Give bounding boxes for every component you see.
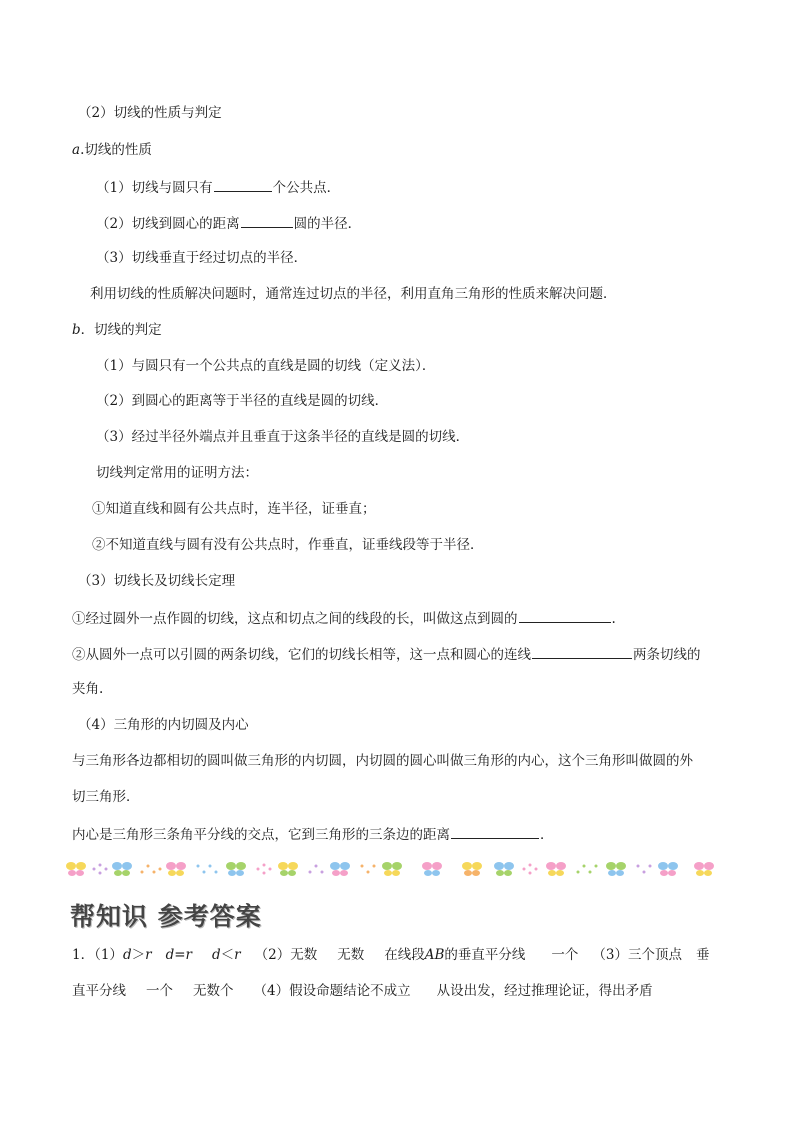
answer-3-b: 垂 xyxy=(695,947,710,963)
answer-4-a: （4）假设命题结论不成立 xyxy=(253,983,411,999)
answer-2-d: 的垂直平分线 xyxy=(444,947,526,963)
section4-paragraph-2 xyxy=(72,824,554,844)
var-r: r xyxy=(185,947,192,963)
section4-p2-pre: 内心是三角形三条角平分线的交点，它到三角形的三条边的距离 xyxy=(72,827,450,843)
butterfly-icon xyxy=(694,862,714,876)
butterfly-icon xyxy=(382,862,402,876)
butterfly-icon xyxy=(494,862,514,876)
section3-paragraph-2 xyxy=(72,644,701,664)
property-1 xyxy=(96,177,340,197)
fill-blank[interactable] xyxy=(241,213,293,228)
criterion-3: （3）经过半径外端点并且垂直于这条半径的直线是圆的切线． xyxy=(96,429,470,445)
answer-4-b: 从设出发，经过推理论证，得出矛盾 xyxy=(436,983,653,999)
dots-icon xyxy=(637,865,652,874)
section2-heading: （2）切线的性质与判定 xyxy=(78,105,222,121)
butterfly-icon xyxy=(422,862,442,876)
var-r: r xyxy=(145,947,152,963)
section3-heading: （3）切线长及切线长定理 xyxy=(78,573,236,589)
dots-icon xyxy=(361,865,376,874)
letter-a: a xyxy=(72,142,81,158)
section4-p2-post: ． xyxy=(540,827,554,843)
dots-icon xyxy=(141,865,162,874)
butterfly-icon xyxy=(278,862,298,876)
symbol-eq: = xyxy=(174,947,186,963)
butterfly-icon xyxy=(330,862,350,876)
answer-2-c: 在线段 xyxy=(384,947,425,963)
answer-3-d: 一个 xyxy=(146,983,173,999)
criterion-2: （2）到圆心的距离等于半径的直线是圆的切线． xyxy=(96,393,389,409)
method-1: ①知道直线和圆有公共点时，连半径，证垂直； xyxy=(92,501,376,517)
answer-2-b: 无数 xyxy=(337,947,365,963)
property-3: （3）切线垂直于经过切点的半径． xyxy=(96,250,308,266)
butterfly-icon xyxy=(606,862,626,876)
butterfly-icon xyxy=(166,862,186,876)
var-d: d xyxy=(165,947,175,963)
property-2-pre: （2）切线到圆心的距离 xyxy=(96,216,240,232)
butterfly-icon xyxy=(226,862,246,876)
subsection-a-text: .切线的性质 xyxy=(80,142,152,158)
answer-2-a: （2）无数 xyxy=(254,947,318,963)
section4-paragraph-1-cont: 切三角形． xyxy=(72,789,140,805)
fill-blank[interactable] xyxy=(519,608,611,623)
property-note: 利用切线的性质解决问题时，通常连过切点的半径，利用直角三角形的性质来解决问题． xyxy=(90,286,617,302)
dots-icon xyxy=(523,864,538,875)
butterfly-icon xyxy=(658,862,678,876)
butterfly-icon xyxy=(462,862,482,876)
method-2: ②不知道直线与圆有没有公共点时，作垂直，证垂线段等于半径． xyxy=(92,537,484,553)
letter-b: b xyxy=(72,322,81,338)
criterion-1: （1）与圆只有一个公共点的直线是圆的切线（定义法）． xyxy=(96,358,436,374)
answer-line-1 xyxy=(72,946,709,964)
section3-p2-pre: ②从圆外一点可以引圆的两条切线，它们的切线长相等，这一点和圆心的连线 xyxy=(72,647,531,663)
subsection-b-heading xyxy=(72,321,162,339)
answer-3-e: 无数个 xyxy=(193,983,234,999)
subsection-a-heading xyxy=(72,141,152,159)
symbol-lt: ＜ xyxy=(220,947,235,963)
dots-icon xyxy=(577,865,598,874)
answer-2-e: 一个 xyxy=(551,947,579,963)
butterfly-divider xyxy=(62,858,722,880)
answer-3-a: （3）三个顶点 xyxy=(592,947,682,963)
dots-icon xyxy=(309,865,324,874)
fill-blank[interactable] xyxy=(532,644,632,659)
subsection-b-text: ．切线的判定 xyxy=(80,322,162,338)
answer-1-label: 1．（1） xyxy=(72,947,123,963)
answer-line-2 xyxy=(72,982,653,1000)
butterfly-icon xyxy=(546,862,566,876)
segment-ab: AB xyxy=(424,947,445,963)
property-2-post: 圆的半径． xyxy=(293,216,362,232)
property-2 xyxy=(96,213,361,233)
methods-title: 切线判定常用的证明方法： xyxy=(96,465,258,481)
dots-icon xyxy=(93,864,108,875)
section3-p2-post: 两条切线的 xyxy=(633,647,701,663)
section4-paragraph-1: 与三角形各边都相切的圆叫做三角形的内切圆，内切圆的圆心叫做三角形的内心，这个三角形叫做圆的外 xyxy=(72,753,693,769)
section3-p1-pre: ①经过圆外一点作圆的切线，这点和切点之间的线段的长，叫做这点到圆的 xyxy=(72,611,518,627)
answer-3-c: 直平分线 xyxy=(72,983,126,999)
var-r: r xyxy=(234,947,241,963)
var-d: d xyxy=(122,947,132,963)
dots-icon xyxy=(197,865,218,874)
butterfly-icon xyxy=(66,862,86,876)
fill-blank[interactable] xyxy=(214,177,272,192)
var-d: d xyxy=(212,947,221,963)
section3-p1-post: . xyxy=(611,611,616,627)
property-1-pre: （1）切线与圆只有 xyxy=(96,180,213,196)
answer-title: 帮知识 参考答案 xyxy=(70,902,262,931)
butterfly-icon xyxy=(112,862,132,876)
symbol-gt: ＞ xyxy=(131,947,146,963)
fill-blank[interactable] xyxy=(451,824,539,839)
dots-icon xyxy=(257,864,272,875)
section4-heading: （4）三角形的内切圆及内心 xyxy=(78,717,249,733)
section3-paragraph-1 xyxy=(72,608,616,628)
section3-paragraph-2-cont: 夹角. xyxy=(72,681,104,697)
property-1-post: 个公共点． xyxy=(272,180,341,196)
